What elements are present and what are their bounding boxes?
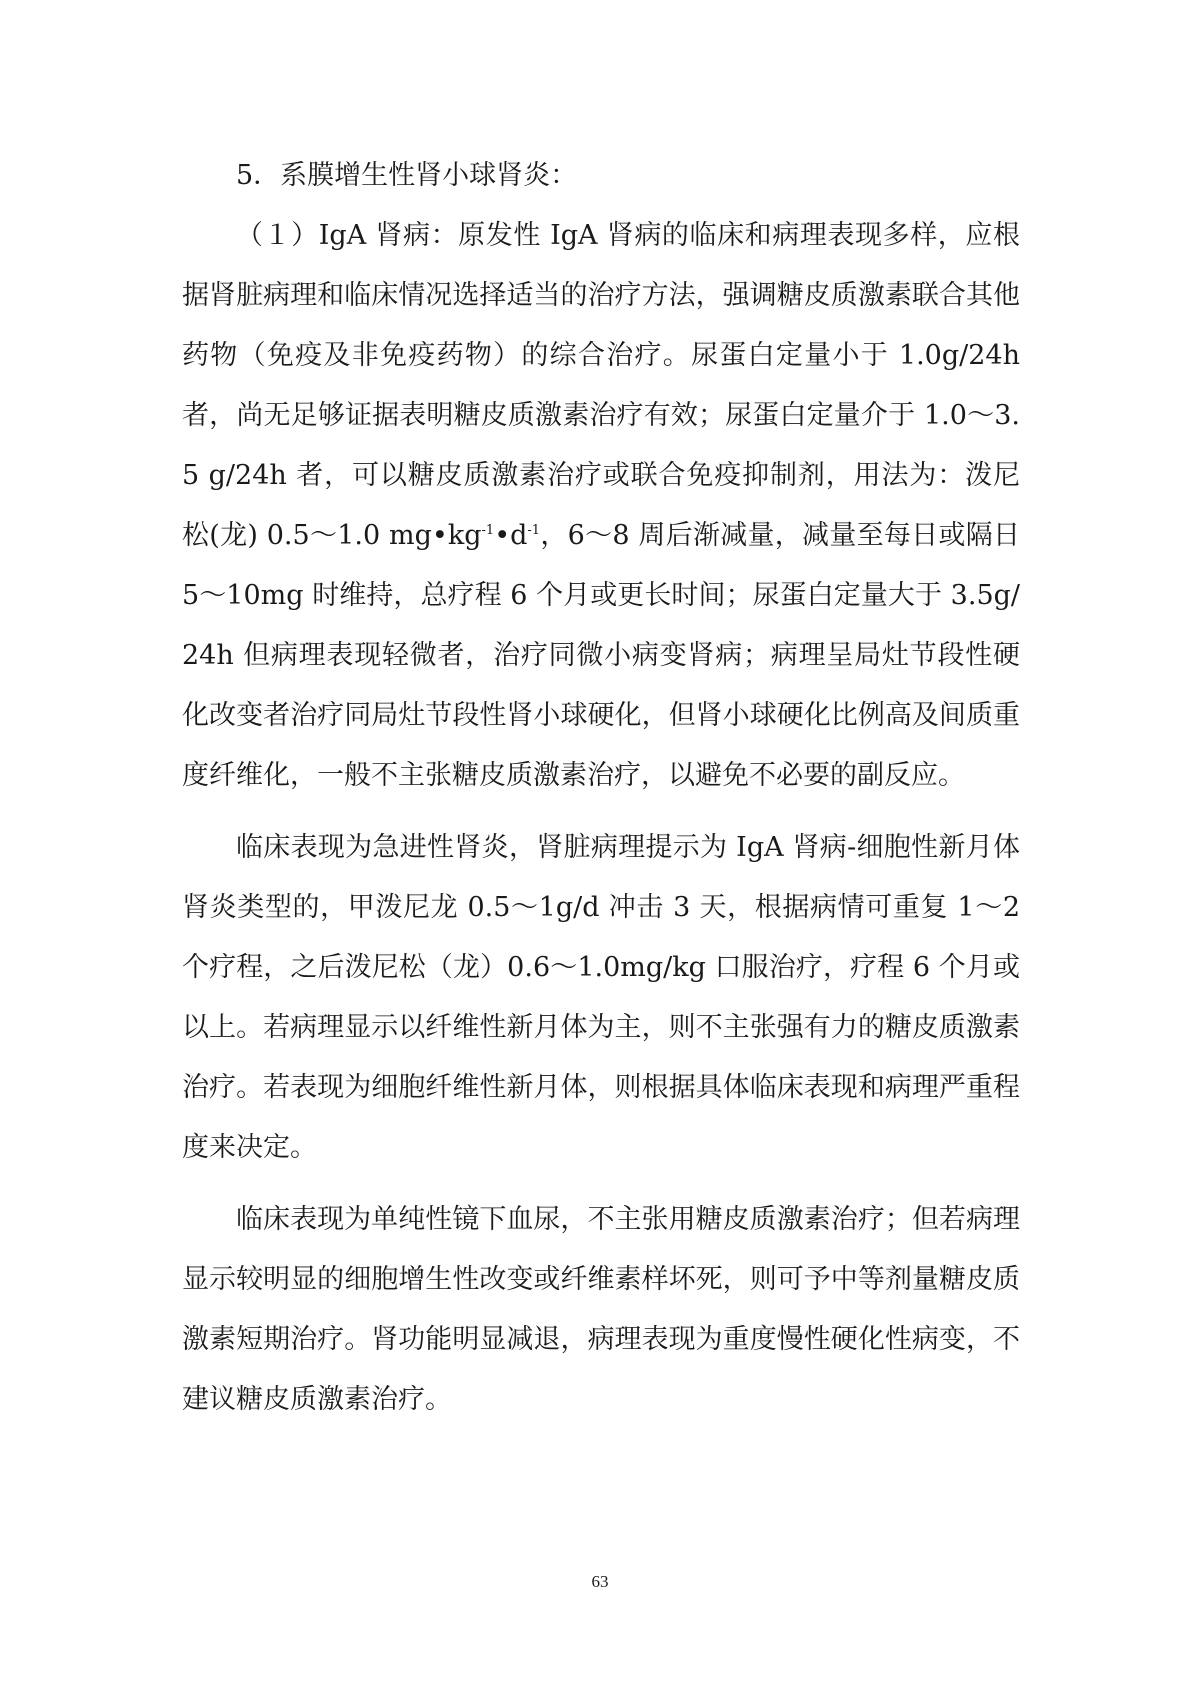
- superscript-exponent: -1: [527, 523, 541, 538]
- page-number: 63: [591, 1572, 609, 1591]
- paragraph-text: •d: [494, 520, 528, 551]
- paragraph-text: （１）IgA 肾病：原发性 IgA 肾病的临床和病理表现多样，应根据肾脏病理和临床情况选择适当的治疗方法，强调糖皮质激素联合其他药物（免疫及非免疫药物）的综合治疗。尿蛋白定量小于 1.0g/24h 者，尚无足够证据表明糖皮质激素治疗有效；尿蛋白定量介于 1.0～3.5 g/24h 者，可以糖皮质激素治疗或联合免疫抑制剂，用法为：泼尼松(龙) 0.5～1.0 mg•kg: [182, 220, 1020, 551]
- paragraph-text: ，6～8 周后渐减量，减量至每日或隔日 5～10mg 时维持，总疗程 6 个月或更长时间；尿蛋白定量大于 3.5g/24h 但病理表现轻微者，治疗同微小病变肾病；病理呈局灶节段性硬化改变者治疗同局灶节段性肾小球硬化，但肾小球硬化比例高及间质重度纤维化，一般不主张糖皮质激素治疗，以避免不必要的副反应。: [182, 520, 1020, 791]
- document-body: [182, 146, 1020, 1430]
- section-heading: 5．系膜增生性肾小球肾炎：: [236, 160, 578, 191]
- paragraph-iga-nephropathy: [182, 206, 1020, 806]
- paragraph-rapidly-progressive: 临床表现为急进性肾炎，肾脏病理提示为 IgA 肾病-细胞性新月体肾炎类型的，甲泼尼龙 0.5～1g/d 冲击 3 天，根据病情可重复 1～2 个疗程，之后泼尼松（龙）0.6～1.0mg/kg 口服治疗，疗程 6 个月或以上。若病理显示以纤维性新月体为主，则不主张强有力的糖皮质激素治疗。若表现为细胞纤维性新月体，则根据具体临床表现和病理严重程度来决定。: [182, 832, 1020, 1163]
- superscript-exponent: -1: [481, 523, 495, 538]
- paragraph-microscopic-hematuria: 临床表现为单纯性镜下血尿，不主张用糖皮质激素治疗；但若病理显示较明显的细胞增生性改变或纤维素样坏死，则可予中等剂量糖皮质激素短期治疗。肾功能明显减退，病理表现为重度慢性硬化性病变，不建议糖皮质激素治疗。: [182, 1204, 1020, 1415]
